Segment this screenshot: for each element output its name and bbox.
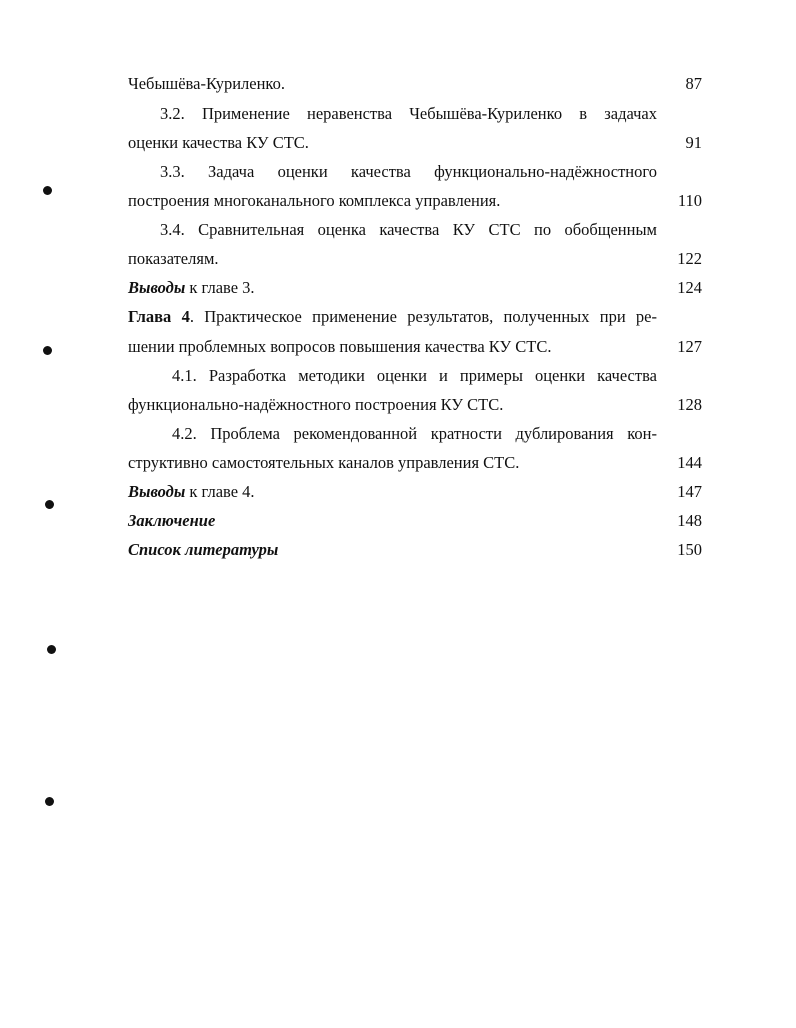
chapter-label: Глава 4	[128, 307, 190, 326]
toc-page-number: 91	[685, 133, 702, 152]
section-number: 3.2.	[160, 104, 185, 123]
section-number: 4.2.	[172, 424, 197, 443]
toc-entry-chapter-4	[128, 307, 657, 327]
binder-hole-mark	[45, 500, 54, 509]
toc-line-continuation	[128, 191, 500, 211]
toc-page-number: 148	[677, 511, 702, 530]
section-number: 3.4.	[160, 220, 185, 239]
conclusions-label: Выводы	[128, 482, 186, 501]
binder-hole-mark	[43, 186, 52, 195]
toc-page-number: 122	[677, 249, 702, 268]
toc-entry-conclusions-ch4	[128, 482, 255, 502]
section-number: 3.3.	[160, 162, 185, 181]
toc-entry-4-1	[172, 366, 657, 386]
section-title: Разработка методики оценки и примеры оценки качества	[208, 366, 657, 385]
conclusion-label: Заключение	[128, 511, 216, 530]
toc-page-number: 87	[685, 74, 702, 93]
conclusions-text: к главе 4.	[185, 482, 255, 501]
toc-line-continuation	[128, 453, 519, 473]
toc-page-number: 127	[677, 337, 702, 356]
section-title-continuation: оценки качества КУ СТС.	[128, 133, 309, 152]
toc-page-number: 147	[677, 482, 702, 501]
toc-page-number: 144	[677, 453, 702, 472]
references-label: Список литературы	[128, 540, 279, 559]
toc-line-continuation	[128, 337, 551, 357]
binder-hole-mark	[43, 346, 52, 355]
toc-line	[128, 74, 285, 94]
toc-entry-references	[128, 540, 278, 560]
toc-entry-conclusion	[128, 511, 215, 531]
toc-page-number: 150	[677, 540, 702, 559]
binder-hole-mark	[47, 645, 56, 654]
toc-entry-text: Чебышёва-Куриленко.	[128, 74, 285, 93]
section-title: Задача оценки качества функционально-надёжностного	[208, 162, 657, 181]
toc-entry-conclusions-ch3	[128, 278, 255, 298]
binder-hole-mark	[45, 797, 54, 806]
chapter-title-continuation: шении проблемных вопросов повышения качества КУ СТС.	[128, 337, 552, 356]
toc-line-continuation	[128, 133, 309, 153]
section-number: 4.1.	[172, 366, 197, 385]
toc-page-number: 124	[677, 278, 702, 297]
section-title-continuation: структивно самостоятельных каналов управления СТС.	[128, 453, 520, 472]
toc-page-number: 128	[677, 395, 702, 414]
conclusions-text: к главе 3.	[185, 278, 255, 297]
section-title: Сравнительная оценка качества КУ СТС по обобщенным	[198, 220, 657, 239]
toc-entry-4-2	[172, 424, 657, 444]
section-title: Применение неравенства Чебышёва-Куриленко в задачах	[201, 104, 657, 123]
toc-line-continuation	[128, 395, 503, 415]
conclusions-label: Выводы	[128, 278, 186, 297]
section-title-continuation: функционально-надёжностного построения КУ СТС.	[128, 395, 504, 414]
toc-line-continuation	[128, 249, 219, 269]
chapter-title: . Практическое применение результатов, полученных при ре-	[189, 307, 657, 326]
toc-entry-3-3	[160, 162, 657, 182]
section-title: Проблема рекомендованной кратности дублирования кон-	[210, 424, 657, 443]
toc-page-number: 110	[677, 191, 702, 210]
section-title-continuation: показателям.	[128, 249, 219, 268]
toc-entry-3-4	[160, 220, 657, 240]
toc-entry-3-2	[160, 104, 657, 124]
section-title-continuation: построения многоканального комплекса управления.	[128, 191, 501, 210]
